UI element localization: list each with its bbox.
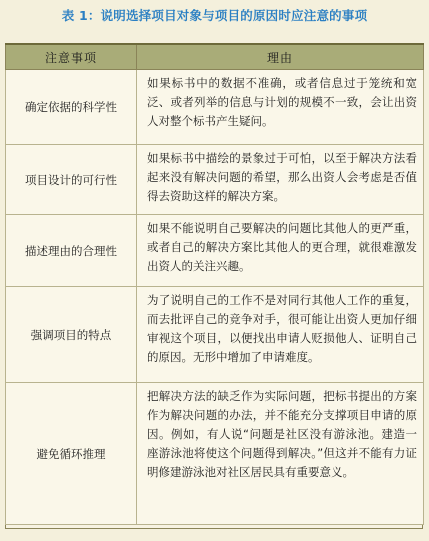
row-item: 避免循环推理 [6, 383, 137, 525]
row-reason: 如果标书中描绘的景象过于可怕，以至于解决方法看起来没有解决问题的希望，那么出资人会考虑是否值得去资助这样的解决方案。 [137, 145, 424, 215]
header-item: 注意事项 [6, 44, 137, 70]
table-row [6, 383, 424, 525]
row-item: 确定依据的科学性 [6, 70, 137, 145]
page-title: 表 1：说明选择项目对象与项目的原因时应注意的事项 [61, 8, 368, 23]
table-row [6, 287, 424, 383]
row-reason: 把解决方法的缺乏作为实际问题，把标书提出的方案作为解决问题的办法，并不能充分支撑项目申请的原因。例如，有人说“问题是社区没有游泳池。建造一座游泳池将使这个问题得到解决。”但这并不能有力证明修建游泳池对社区居民具有重要意义。 [137, 383, 424, 525]
header-reason: 理由 [137, 44, 424, 70]
table-row [6, 70, 424, 145]
row-item: 项目设计的可行性 [6, 145, 137, 215]
table-row [6, 145, 424, 215]
row-reason: 为了说明自己的工作不是对同行其他人工作的重复，而去批评自己的竞争对手，很可能让出资人更加仔细审视这个项目，以便找出申请人贬损他人、证明自己的原因。无形中增加了申请难度。 [137, 287, 424, 383]
row-reason: 如果不能说明自己要解决的问题比其他人的更严重，或者自己的解决方案比其他人的更合理，就很难激发出资人的关注兴趣。 [137, 215, 424, 287]
row-item: 强调项目的特点 [6, 287, 137, 383]
table-header-row [6, 44, 424, 70]
table-row [6, 215, 424, 287]
notes-table [5, 43, 424, 525]
row-item: 描述理由的合理性 [6, 215, 137, 287]
row-reason: 如果标书中的数据不准确，或者信息过于笼统和宽泛、或者列举的信息与计划的规模不一致，会让出资人对整个标书产生疑问。 [137, 70, 424, 145]
